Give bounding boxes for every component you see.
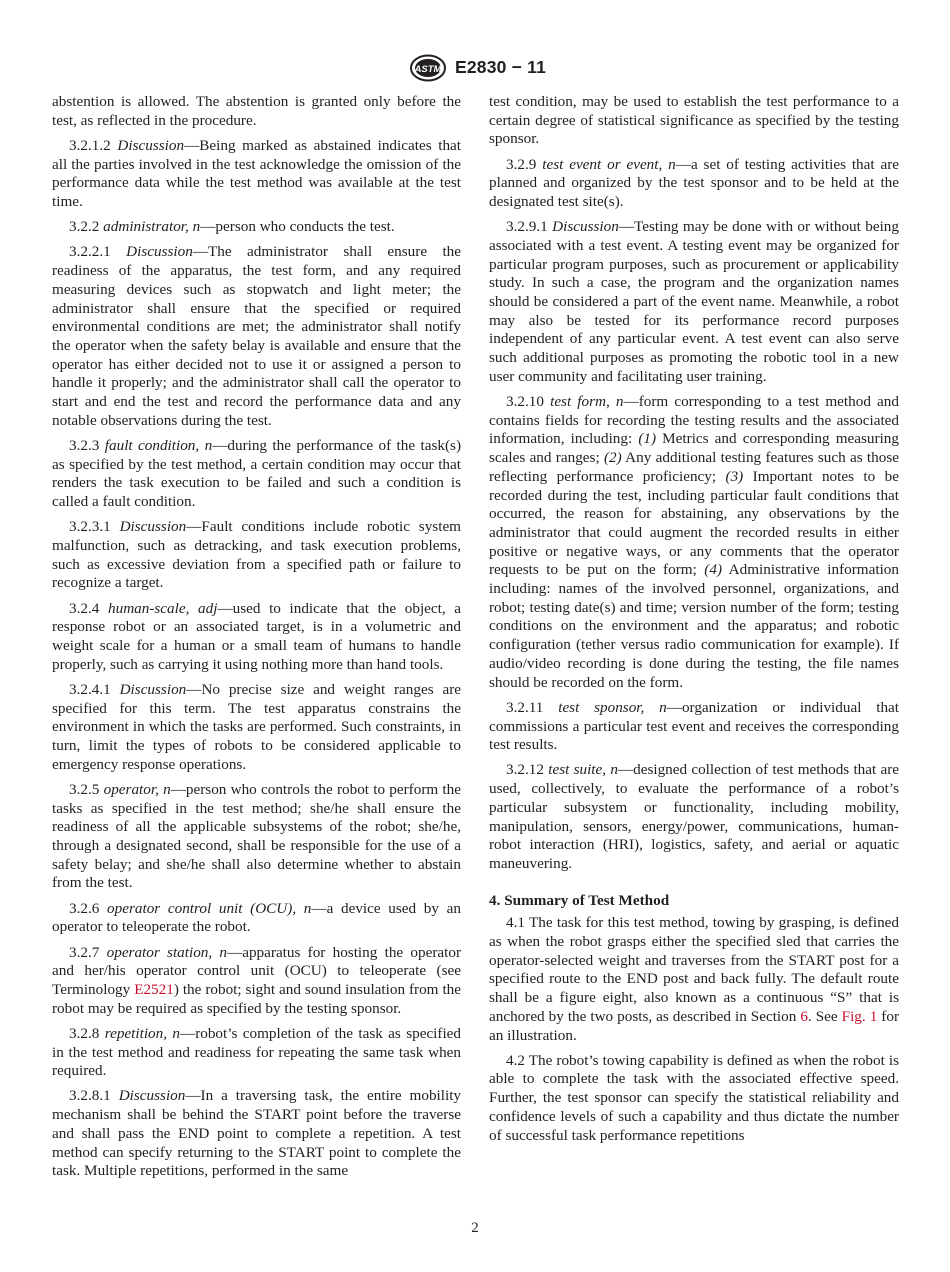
term: Discussion xyxy=(119,518,187,536)
term: Discussion xyxy=(552,218,619,236)
term: administrator, n xyxy=(103,218,201,236)
section-heading: 4. Summary of Test Method xyxy=(489,891,670,909)
paragraph: test condition, may be used to establish the test performance to a certain degree of statistical significance as specified by the testing sponsor. xyxy=(489,93,899,148)
astm-logo-icon xyxy=(409,54,447,82)
link-fig-1[interactable]: Fig. 1 xyxy=(841,1007,878,1025)
link-e2521[interactable]: E2521 xyxy=(134,980,174,998)
link-section-6[interactable]: 6 xyxy=(800,1007,808,1025)
document-id: E2830 − 11 xyxy=(455,57,547,77)
term: operator control unit (OCU), n xyxy=(107,899,312,917)
page-header xyxy=(0,54,950,84)
paragraph-3-2-7: 3.2.7 operator station, n—apparatus for hosting the operator and her/his operator control unit (OCU) to teleoperate (see Terminology E2521) the robot; sight and sound insulation from the robot may be required as specified by the testing sponsor. xyxy=(52,943,461,1017)
term: operator station, n xyxy=(106,943,228,961)
paragraph-3-2-8: 3.2.8 repetition, n—robot’s completion of the task as specified in the test method and readiness for repeating the same task when required. xyxy=(52,1024,462,1080)
left-column xyxy=(52,93,461,1181)
term: fault condition, n xyxy=(104,436,213,454)
paragraph-3-2-8-1: 3.2.8.1 Discussion—In a traversing task, the entire mobility mechanism shall be behind the START point before the traverse and shall pass the END point to complete a repetition. A test method can specify returning to the START point to complete the task. Multiple repetitions, performed in the same xyxy=(52,1087,462,1180)
paragraph-3-2-10: 3.2.10 test form, n—form corresponding to a test method and contains fields for recording the testing results and the associated information, including: (1) Metrics and corresponding measuring scales and ranges; (2) Any additional testing features such as those reflecting performance proficiency; (3) Important notes to be recorded during the test, including particular fault conditions that occurred, the reason for abstaining, any observations by the administrator that could augment the recorded results in either positive or negative ways, or any comments that the operator requests to be put on the form; (4) Administrative information including: names of the involved personnel, organizations, and robot; testing date(s) and time; version number of the form; testing conditions on the environment and the apparatus; and robotic configuration (tether versus radio communication for example). If audio/video recording is done during the testing, the file names should be recorded on the form. xyxy=(489,393,899,691)
paragraph-3-2-1-2: 3.2.1.2 Discussion—Being marked as abstained indicates that all the parties involved in the test acknowledge the omission of the performance data while the test method was available at the test time. xyxy=(52,136,462,211)
paragraph-3-2-3: 3.2.3 fault condition, n—during the performance of the task(s) as specified by the test method, a certain condition may occur that renders the task execution to be failed and such a condition is called a fault condition. xyxy=(52,436,462,511)
paragraph-3-2-6: 3.2.6 operator control unit (OCU), n—a device used by an operator to teleoperate the robot. xyxy=(52,899,461,936)
term: test suite, n xyxy=(548,761,618,779)
term: operator, n xyxy=(103,780,171,798)
term: Discussion xyxy=(118,1087,186,1105)
term: test event or event, n xyxy=(542,155,676,173)
paragraph-3-2-11: 3.2.11 test sponsor, n—organization or individual that commissions a particular test event and receives the corresponding test results. xyxy=(489,698,900,754)
svg-text:ASTM: ASTM xyxy=(414,64,442,75)
paragraph-4-1: 4.1 The task for this test method, towing by grasping, is defined as when the robot grasps either the specified sled that carries the operator-selected weight and traverses from the START post for a specified route to the END post and back fully. The default route shall be a figure eight, also known as a continuous “S” that is anchored by the two posts, as described in Section 6. See Fig. 1 for an illustration. xyxy=(489,914,899,1044)
term: Discussion xyxy=(119,680,187,698)
paragraph-3-2-4: 3.2.4 human-scale, adj—used to indicate that the object, a response robot or an associated target, is in a volumetric and weight scale for a human or a small team of humans to handle properly, such as carrying it using nothing more than hand tools. xyxy=(52,599,462,673)
term: Discussion xyxy=(117,136,185,154)
term: repetition, n xyxy=(104,1024,180,1042)
paragraph-3-2-5: 3.2.5 operator, n—person who controls the robot to perform the tasks as specified in the test method; she/he shall ensure the readiness of all the applicable subsystems of the robot; she/he, through a designated second, shall be responsible for the use of a safety belay; and she/he shall also determine whether to abstain from the test. xyxy=(52,780,461,892)
paragraph-4-2: 4.2 The robot’s towing capability is defined as when the robot is able to complete the task with the associated effective speed. Further, the test sponsor can specify the statistical reliability and confidence levels of such a capability and thus dictate the number of successful task performance repetitions xyxy=(489,1051,899,1144)
paragraph-3-2-4-1: 3.2.4.1 Discussion—No precise size and weight ranges are specified for this term. The test apparatus constrains the environment in which the tasks are performed. Such constraints, in turn, limit the types of robots to be considered applicable to emergency response operations. xyxy=(52,680,461,773)
paragraph-3-2-2: 3.2.2 administrator, n—person who conducts the test. xyxy=(69,218,395,236)
term: test sponsor, n xyxy=(558,698,667,716)
page-number: 2 xyxy=(471,1220,479,1236)
paragraph-3-2-9: 3.2.9 test event or event, n—a set of testing activities that are planned and organized by the test sponsor and to be held at the designated test site(s). xyxy=(489,155,900,211)
paragraph-3-2-2-1: 3.2.2.1 Discussion—The administrator shall ensure the readiness of the apparatus, the test form, and any required measuring devices such as stopwatch and light meter; the administrator shall ensure that the specified or required environmental conditions are met; the administrator shall notify the operator when the safety belay is available and ensure that the operator has either decided not to use it or assigned a person to handle it properly; and the administrator shall call the operator to start and end the test and record the performance data and any notable observations during the test. xyxy=(52,243,462,429)
term: Discussion xyxy=(126,243,193,261)
paragraph-3-2-12: 3.2.12 test suite, n—designed collection of test methods that are used, collectively, to evaluate the performance of a robot’s particular subsystem or functionality, including mobility, manipulation, sensors, energy/power, communications, human-robot interaction (HRI), logistics, safety, and aerial or aquatic maneuvering. xyxy=(489,761,900,872)
term: human-scale, adj xyxy=(108,599,218,617)
paragraph-3-2-9-1: 3.2.9.1 Discussion—Testing may be done with or without being associated with a test event. A testing event may be organized for particular program purposes, such as procurement or applicability study. In such a case, the program and the organization names should be considered a part of the event name. Meanwhile, a robot may also be tested for its performance record purposes independent of any particular event. A test event can also serve such additional purposes as promoting the robotic tool in a new user community and facilitating user training. xyxy=(489,218,899,385)
paragraph: abstention is allowed. The abstention is granted only before the test, as reflected in the procedure. xyxy=(52,93,461,129)
right-column xyxy=(489,93,899,1145)
paragraph-3-2-3-1: 3.2.3.1 Discussion—Fault conditions include robotic system malfunction, such as detracking, and task execution problems, such as excessive deviation from a specified path or failure to recognize a target. xyxy=(52,518,461,592)
term: test form, n xyxy=(550,393,624,411)
